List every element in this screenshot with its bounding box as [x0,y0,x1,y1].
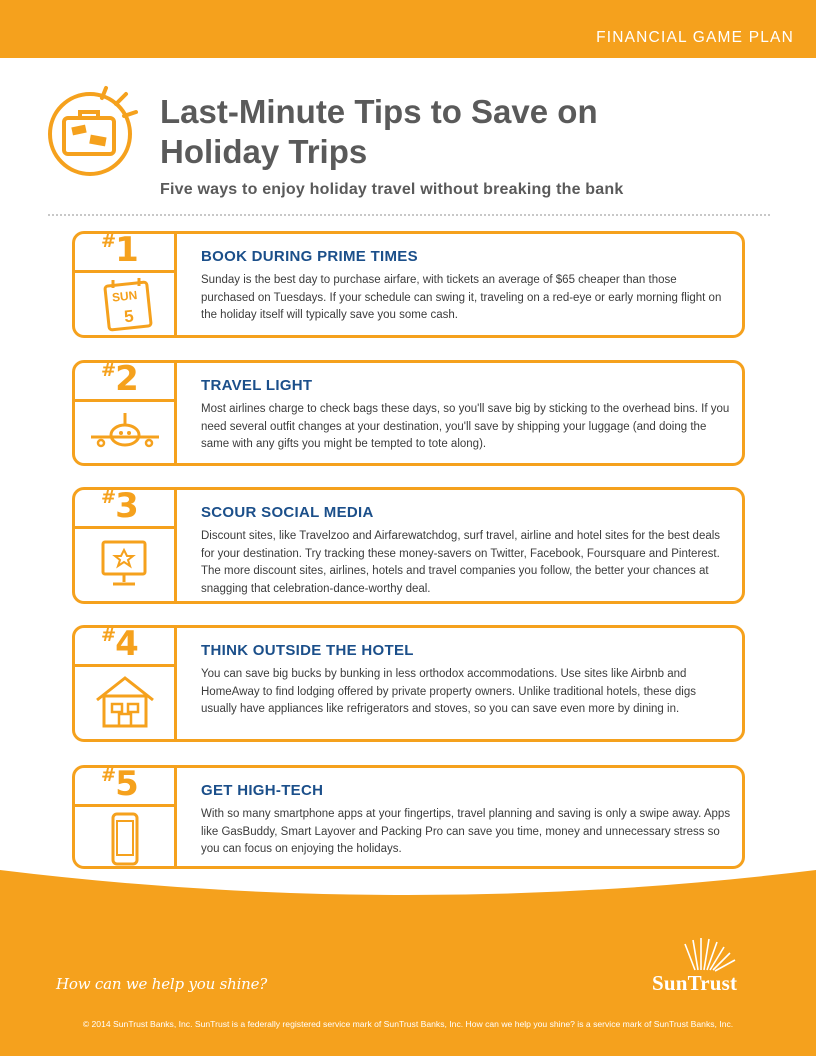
tip-side-panel [75,230,177,335]
calendar-icon [87,278,163,334]
tip-side-panel [75,486,177,601]
tagline: How can we help you shine? [56,975,268,993]
tip-card-3 [72,487,745,604]
calendar-date: 5 [123,306,135,327]
tip-card-2 [72,360,745,466]
tip-number: #3 [101,486,137,526]
calendar-day: SUN [111,288,138,305]
tip-heading: GET HIGH-TECH [201,782,324,799]
header-label: FINANCIAL GAME PLAN [596,29,794,46]
tip-heading: SCOUR SOCIAL MEDIA [201,504,374,521]
tip-heading: BOOK DURING PRIME TIMES [201,248,418,265]
page-subtitle: Five ways to enjoy holiday travel without breaking the bank [160,181,624,198]
tip-number: #4 [101,624,137,664]
tip-side-panel [75,624,177,739]
tip-body: Discount sites, like Travelzoo and Airfarewatchdog, surf travel, airline and hotel sites for the best deals for your destination. Try tracking these money-savers on Twitter, Facebook, Foursquare and Pinterest. The more discount sites, airlines, hotels and travel companies you follow, the better your chances at snagging that celebration-dance-worthy deal. [201,530,721,595]
tip-side-divider [75,804,174,807]
tip-number: #2 [101,359,137,399]
tip-body: Sunday is the best day to purchase airfare, with tickets an average of $65 cheaper than those purchased on Tuesdays. If your schedule can swing it, traveling on a red-eye or early morning flight on the holiday itself will typically save you some cash. [201,274,722,322]
tip-card-1 [72,231,745,338]
header-band [0,0,816,58]
house-icon [87,674,163,730]
tip-heading: THINK OUTSIDE THE HOTEL [201,642,414,659]
tip-side-divider [75,399,174,402]
tip-side-panel [75,764,177,866]
page-title: Last-Minute Tips to Save on Holiday Trips [160,93,598,170]
tip-side-divider [75,526,174,529]
tip-card-5 [72,765,745,869]
tip-card-4 [72,625,745,742]
monitor-icon [87,538,163,594]
dotted-divider [48,214,770,216]
tip-side-divider [75,270,174,273]
suitcase-icon [42,74,154,186]
tip-heading: TRAVEL LIGHT [201,377,313,394]
tip-number: #5 [101,764,137,804]
brand-logo-text: SunTrust [652,971,738,995]
tip-body: You can save big bucks by bunking in less orthodox accommodations. Use sites like Airbnb and HomeAway to find lodging offered by private property owners. Unlike traditional hotels, these digs usually have appliances like refrigerators and stoves, so you can save even more by dining in. [201,668,696,716]
airplane-icon [87,407,163,463]
tip-number: #1 [101,230,137,270]
tip-side-divider [75,664,174,667]
copyright-text: © 2014 SunTrust Banks, Inc. SunTrust is a federally registered service mark of SunTrust Banks, Inc. How can we help you shine? is a service mark of SunTrust Banks, Inc. [82,1019,734,1029]
tip-body: With so many smartphone apps at your fingertips, travel planning and saving is only a swipe away. Apps like GasBuddy, Smart Layover and Packing Pro can save you time, money and unnecessary stress so you can focus on enjoying the holidays. [201,808,731,856]
tip-body: Most airlines charge to check bags these days, so you'll save big by sticking to the overhead bins. If you need several outfit changes at your destination, you'll save by shipping your luggage (and doing the same with any gifts you might be tempted to tote along). [201,403,730,451]
tip-side-panel [75,359,177,463]
